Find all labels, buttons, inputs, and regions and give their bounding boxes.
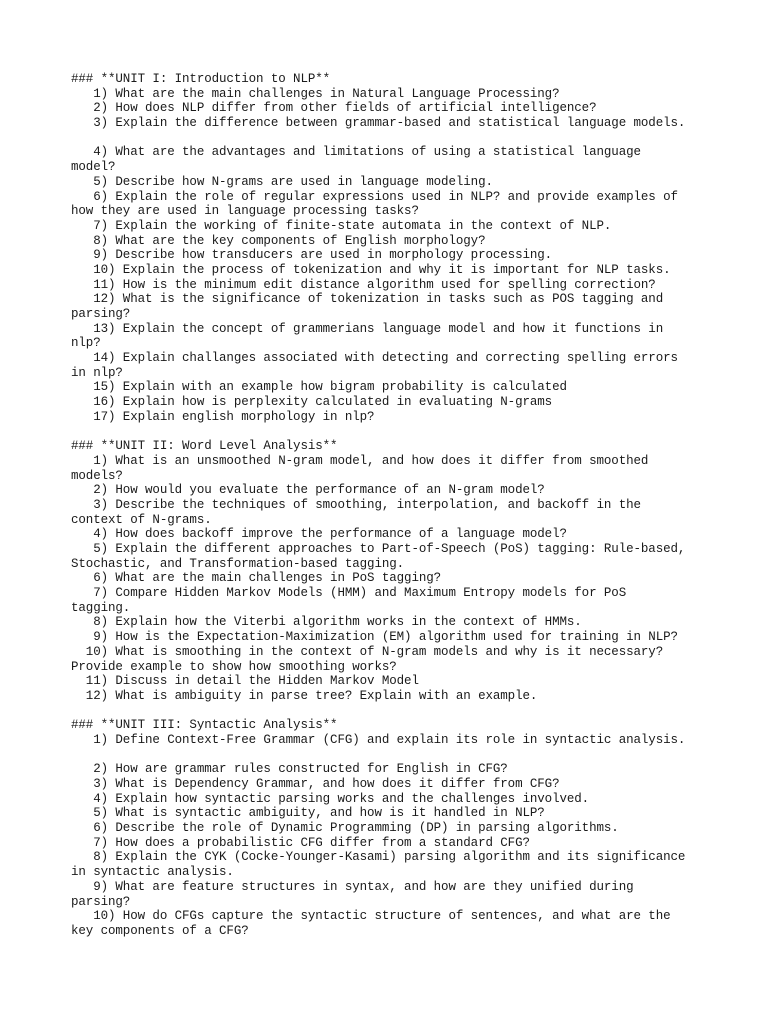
question-line: 8) Explain the CYK (Cocke-Younger-Kasami) parsing algorithm and its significance: [71, 850, 686, 865]
question-line: 10) Explain the process of tokenization and why it is important for NLP tasks.: [71, 262, 671, 277]
question-line: 7) Explain the working of finite-state automata in the context of NLP.: [71, 218, 612, 233]
blank-line: [71, 704, 711, 719]
blank-line: [71, 425, 711, 440]
question-line: 4) How does backoff improve the performance of a language model?: [71, 527, 567, 542]
document-page: [71, 72, 711, 939]
question-line: model?: [71, 160, 116, 175]
unit-heading: ### **UNIT I: Introduction to NLP**: [71, 72, 331, 86]
question-line: in syntactic analysis.: [71, 865, 234, 880]
question-line: 13) Explain the concept of grammerians language model and how it functions in: [71, 321, 664, 336]
question-line: context of N-grams.: [71, 512, 212, 527]
question-line: 6) What are the main challenges in PoS tagging?: [71, 571, 442, 586]
question-line: Stochastic, and Transformation-based tagging.: [71, 556, 405, 571]
question-line: 1) Define Context-Free Grammar (CFG) and explain its role in syntactic analysis.: [71, 732, 686, 747]
question-line: 6) Describe the role of Dynamic Programming (DP) in parsing algorithms.: [71, 821, 619, 836]
question-line: 12) What is the significance of tokenization in tasks such as POS tagging and: [71, 292, 664, 307]
question-line: Provide example to show how smoothing works?: [71, 659, 397, 674]
question-line: 3) What is Dependency Grammar, and how does it differ from CFG?: [71, 777, 560, 791]
question-line: how they are used in language processing tasks?: [71, 204, 419, 219]
question-line: 2) How are grammar rules constructed for English in CFG?: [71, 762, 508, 777]
blank-line: [71, 748, 711, 763]
question-line: 15) Explain with an example how bigram probability is calculated: [71, 380, 567, 395]
question-line: parsing?: [71, 894, 131, 909]
question-line: tagging.: [71, 600, 131, 615]
question-line: nlp?: [71, 336, 101, 351]
question-line: 10) What is smoothing in the context of N-gram models and why is it necessary?: [71, 644, 664, 659]
question-line: 2) How does NLP differ from other fields of artificial intelligence?: [71, 101, 597, 116]
question-line: 8) What are the key components of English morphology?: [71, 233, 486, 248]
question-line: 6) Explain the role of regular expressions used in NLP? and provide examples of: [71, 189, 678, 204]
question-line: 5) What is syntactic ambiguity, and how is it handled in NLP?: [71, 806, 545, 821]
question-line: 4) Explain how syntactic parsing works and the challenges involved.: [71, 791, 590, 806]
question-line: 5) Explain the different approaches to Part-of-Speech (PoS) tagging: Rule-based,: [71, 542, 686, 556]
blank-line: [71, 131, 711, 146]
question-line: models?: [71, 468, 123, 483]
question-line: 3) Describe the techniques of smoothing, interpolation, and backoff in the: [71, 497, 641, 512]
question-line: 1) What are the main challenges in Natural Language Processing?: [71, 86, 560, 101]
question-line: 9) How is the Expectation-Maximization (EM) algorithm used for training in NLP?: [71, 630, 678, 645]
question-line: 2) How would you evaluate the performance of an N-gram model?: [71, 483, 545, 498]
question-line: in nlp?: [71, 365, 123, 380]
question-line: 7) How does a probabilistic CFG differ from a standard CFG?: [71, 835, 530, 850]
question-line: 10) How do CFGs capture the syntactic structure of sentences, and what are the: [71, 909, 671, 924]
question-line: 14) Explain challanges associated with detecting and correcting spelling errors: [71, 351, 678, 366]
question-line: 17) Explain english morphology in nlp?: [71, 409, 375, 424]
question-line: 9) What are feature structures in syntax, and how are they unified during: [71, 879, 634, 894]
question-line: 12) What is ambiguity in parse tree? Explain with an example.: [71, 688, 538, 703]
question-line: 1) What is an unsmoothed N-gram model, and how does it differ from smoothed: [71, 453, 649, 468]
question-line: 5) Describe how N-grams are used in language modeling.: [71, 174, 493, 189]
question-line: 11) Discuss in detail the Hidden Markov Model: [71, 674, 419, 689]
question-line: 4) What are the advantages and limitations of using a statistical language: [71, 145, 641, 160]
question-line: 9) Describe how transducers are used in morphology processing.: [71, 248, 553, 263]
question-line: 7) Compare Hidden Markov Models (HMM) and Maximum Entropy models for PoS: [71, 586, 627, 601]
question-line: 16) Explain how is perplexity calculated in evaluating N-grams: [71, 395, 553, 410]
unit-heading: ### **UNIT II: Word Level Analysis**: [71, 439, 338, 454]
question-line: 8) Explain how the Viterbi algorithm works in the context of HMMs.: [71, 615, 582, 630]
unit-heading: ### **UNIT III: Syntactic Analysis**: [71, 718, 338, 733]
question-line: key components of a CFG?: [71, 923, 249, 938]
question-line: 11) How is the minimum edit distance algorithm used for spelling correction?: [71, 277, 656, 292]
question-line: 3) Explain the difference between grammar-based and statistical language models.: [71, 116, 686, 131]
question-line: parsing?: [71, 307, 131, 321]
